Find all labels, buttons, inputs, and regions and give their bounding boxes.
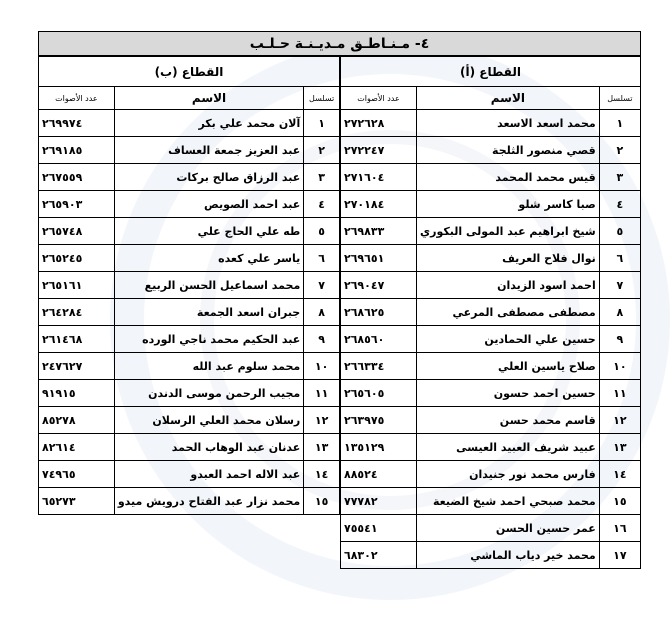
votes-cell: ٨٥٢٧٨: [39, 407, 115, 434]
name-cell: عبد احمد الصويص: [114, 191, 303, 218]
votes-header: عدد الأصوات: [341, 87, 417, 110]
seq-cell: ٢: [304, 137, 340, 164]
votes-cell: ٢٦٨٦٢٥: [341, 299, 417, 326]
votes-cell: ٢٦٥٧٤٨: [39, 218, 115, 245]
seq-cell: ٣: [599, 164, 640, 191]
name-cell: قاسم محمد حسن: [417, 407, 600, 434]
votes-cell: ٨٨٥٢٤: [341, 461, 417, 488]
votes-cell: ٦٨٣٠٢: [341, 542, 417, 569]
votes-cell: ٢٦٩١٨٥: [39, 137, 115, 164]
name-header: الاسم: [417, 87, 600, 110]
votes-cell: ٢٦٤٢٨٤: [39, 299, 115, 326]
seq-cell: ١٢: [304, 407, 340, 434]
seq-cell: ٤: [599, 191, 640, 218]
votes-cell: ٦٥٢٧٣: [39, 488, 115, 515]
table-row: [341, 434, 641, 461]
name-cell: حسين علي الحمادين: [417, 326, 600, 353]
votes-cell: ٢٧٠١٨٤: [341, 191, 417, 218]
table-row: [39, 110, 340, 137]
votes-cell: ٢٦٩٨٣٣: [341, 218, 417, 245]
seq-cell: ١٣: [599, 434, 640, 461]
table-row: [341, 542, 641, 569]
votes-cell: ٢٦٦٣٣٤: [341, 353, 417, 380]
seq-cell: ١٠: [599, 353, 640, 380]
votes-cell: ٧٤٩٦٥: [39, 461, 115, 488]
votes-cell: ٢٤٧٦٢٧: [39, 353, 115, 380]
seq-cell: ٨: [599, 299, 640, 326]
seq-cell: ٣: [304, 164, 340, 191]
votes-cell: ٢٦٩٠٤٧: [341, 272, 417, 299]
sector-b-title: القطاع (ب): [39, 57, 340, 87]
name-cell: فارس محمد نور جنيدان: [417, 461, 600, 488]
name-cell: عبد العزيز جمعة العساف: [114, 137, 303, 164]
name-cell: قيس محمد المحمد: [417, 164, 600, 191]
votes-cell: ٢٦٥١٦١: [39, 272, 115, 299]
votes-header: عدد الأصوات: [39, 87, 115, 110]
table-row: [341, 353, 641, 380]
name-cell: نوال فلاح العريف: [417, 245, 600, 272]
seq-cell: ١٢: [599, 407, 640, 434]
name-cell: قصي منصور الثلجة: [417, 137, 600, 164]
name-cell: عمر حسين الحسن: [417, 515, 600, 542]
seq-cell: ١٥: [304, 488, 340, 515]
seq-cell: ٩: [599, 326, 640, 353]
table-row: [39, 407, 340, 434]
name-cell: محمد صبحي احمد شيخ الضيعة: [417, 488, 600, 515]
seq-cell: ١١: [304, 380, 340, 407]
table-row: [39, 326, 340, 353]
sector-b-table: [38, 56, 340, 515]
votes-cell: ٢٦٥٦٠٥: [341, 380, 417, 407]
name-cell: صلاح ياسين العلي: [417, 353, 600, 380]
name-cell: عبد الحكيم محمد ناجي الورده: [114, 326, 303, 353]
seq-header: تسلسل: [599, 87, 640, 110]
table-row: [341, 407, 641, 434]
table-row: [39, 164, 340, 191]
table-row: [39, 380, 340, 407]
name-cell: محمد اسماعيل الحسن الربيع: [114, 272, 303, 299]
votes-cell: ٢٦٨٥٦٠: [341, 326, 417, 353]
name-cell: محمد سلوم عبد الله: [114, 353, 303, 380]
name-cell: ياسر علي كعده: [114, 245, 303, 272]
seq-cell: ٩: [304, 326, 340, 353]
seq-cell: ٢: [599, 137, 640, 164]
table-row: [341, 164, 641, 191]
seq-cell: ٤: [304, 191, 340, 218]
table-row: [39, 137, 340, 164]
seq-cell: ١٧: [599, 542, 640, 569]
votes-cell: ٧٧٧٨٢: [341, 488, 417, 515]
name-cell: مصطفى مصطفى المرعي: [417, 299, 600, 326]
seq-cell: ٥: [304, 218, 340, 245]
table-row: [341, 326, 641, 353]
votes-cell: ٢٧٢٦٢٨: [341, 110, 417, 137]
seq-cell: ٦: [599, 245, 640, 272]
table-row: [39, 245, 340, 272]
votes-cell: ٩١٩١٥: [39, 380, 115, 407]
votes-cell: ٢٧٢٢٤٧: [341, 137, 417, 164]
name-cell: عبد الرزاق صالح بركات: [114, 164, 303, 191]
table-row: [341, 461, 641, 488]
table-row: [341, 137, 641, 164]
table-row: [341, 515, 641, 542]
seq-cell: ١٠: [304, 353, 340, 380]
seq-cell: ١١: [599, 380, 640, 407]
seq-cell: ٥: [599, 218, 640, 245]
page-title: ٤- مـنـاطـق مـديـنـة حـلـب: [38, 31, 641, 56]
name-cell: مجيب الرحمن موسى الدندن: [114, 380, 303, 407]
name-cell: طه علي الحاج علي: [114, 218, 303, 245]
seq-header: تسلسل: [304, 87, 340, 110]
name-cell: حسين احمد حسون: [417, 380, 600, 407]
votes-cell: ١٣٥١٢٩: [341, 434, 417, 461]
seq-cell: ٧: [599, 272, 640, 299]
table-row: [341, 299, 641, 326]
sector-b-rows: [39, 110, 340, 515]
name-cell: جبران اسعد الجمعة: [114, 299, 303, 326]
votes-cell: ٢٧١٦٠٤: [341, 164, 417, 191]
name-cell: محمد نزار عبد الفتاح درويش ميدو: [114, 488, 303, 515]
votes-cell: ٢٦٩٦٥١: [341, 245, 417, 272]
seq-cell: ١٥: [599, 488, 640, 515]
name-cell: محمد خير دياب الماشي: [417, 542, 600, 569]
table-row: [39, 461, 340, 488]
seq-cell: ٦: [304, 245, 340, 272]
name-cell: آلان محمد علي بكر: [114, 110, 303, 137]
name-cell: شيخ ابراهيم عبد المولى البكوري: [417, 218, 600, 245]
name-cell: رسلان محمد العلي الرسلان: [114, 407, 303, 434]
table-row: [341, 110, 641, 137]
votes-cell: ٢٦٣٩٧٥: [341, 407, 417, 434]
name-cell: احمد اسود الزيدان: [417, 272, 600, 299]
name-cell: عبيد شريف العبيد العيسى: [417, 434, 600, 461]
table-row: [341, 488, 641, 515]
seq-cell: ١٤: [599, 461, 640, 488]
seq-cell: ٧: [304, 272, 340, 299]
name-cell: عدنان عبد الوهاب الحمد: [114, 434, 303, 461]
name-cell: صبا كاسر شلو: [417, 191, 600, 218]
seq-cell: ١: [599, 110, 640, 137]
sector-a-table: [340, 56, 641, 569]
table-row: [341, 380, 641, 407]
table-row: [39, 218, 340, 245]
table-row: [39, 353, 340, 380]
sector-a-title: القطاع (أ): [341, 57, 641, 87]
seq-cell: ١: [304, 110, 340, 137]
table-row: [341, 191, 641, 218]
seq-cell: ١٤: [304, 461, 340, 488]
table-row: [341, 272, 641, 299]
votes-cell: ٧٥٥٤١: [341, 515, 417, 542]
table-row: [39, 191, 340, 218]
votes-cell: ٨٢٦١٤: [39, 434, 115, 461]
votes-cell: ٢٦١٤٦٨: [39, 326, 115, 353]
table-row: [39, 434, 340, 461]
table-row: [39, 272, 340, 299]
seq-cell: ١٦: [599, 515, 640, 542]
name-cell: محمد اسعد الاسعد: [417, 110, 600, 137]
seq-cell: ٨: [304, 299, 340, 326]
table-row: [39, 299, 340, 326]
votes-cell: ٢٦٥٢٤٥: [39, 245, 115, 272]
seq-cell: ١٣: [304, 434, 340, 461]
table-row: [39, 488, 340, 515]
votes-cell: ٢٦٩٩٧٤: [39, 110, 115, 137]
sector-a-rows: [341, 110, 641, 569]
votes-cell: ٢٦٥٩٠٣: [39, 191, 115, 218]
table-row: [341, 245, 641, 272]
name-cell: عبد الاله احمد العبدو: [114, 461, 303, 488]
votes-cell: ٢٦٧٥٥٩: [39, 164, 115, 191]
table-row: [341, 218, 641, 245]
name-header: الاسم: [114, 87, 303, 110]
